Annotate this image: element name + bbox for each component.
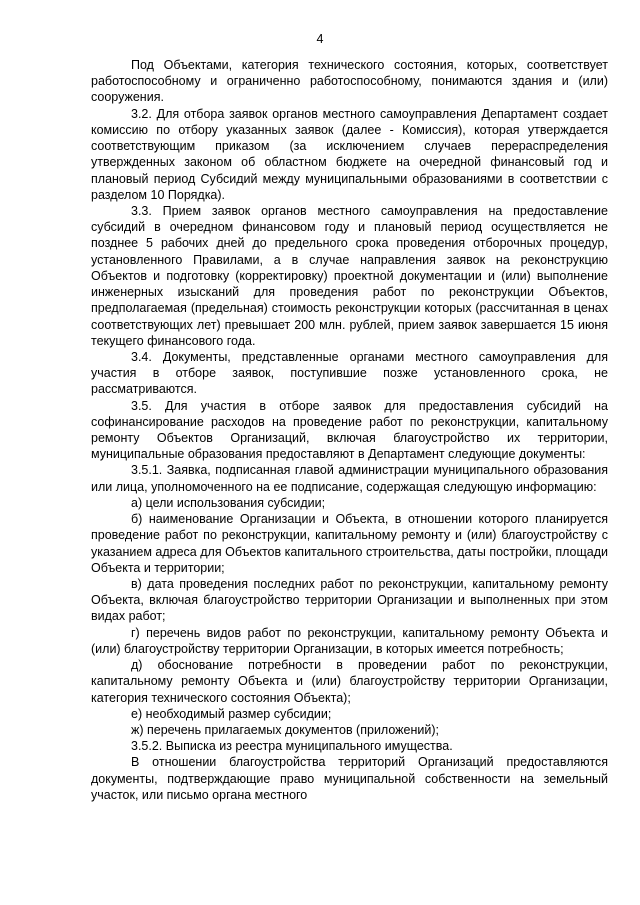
list-item-e: е) необходимый размер субсидии;	[131, 706, 332, 721]
document-body	[91, 57, 608, 803]
page-number: 4	[316, 32, 324, 46]
list-item-zh: ж) перечень прилагаемых документов (приложений);	[131, 722, 439, 737]
paragraph-3-4: 3.4. Документы, представленные органами местного самоуправления для участия в отборе заявок, поступившие позже установленного срока, не рассматриваются.	[91, 349, 608, 397]
paragraph-objects-definition: Под Объектами, категория технического состояния, которых, соответствует работоспособному и ограниченно работоспособному, понимаются здания и (или) сооружения.	[91, 58, 608, 105]
paragraph-3-5: 3.5. Для участия в отборе заявок для предоставления субсидий на софинансирование расходов на проведение работ по реконструкции, капитальному ремонту Объектов Организаций, включая благоустройство их территории, муниципальные образования предоставляют в Департамент следующие документы:	[91, 398, 608, 462]
paragraph-3-3: 3.3. Прием заявок органов местного самоуправления на предоставление субсидий в очередном финансовом году и плановый период осуществляется не позднее 5 рабочих дней до предельного срока проведения отборочных процедур, установленного Правилами, а в случае направления заявок на реконструкцию Объектов и подготовку (корректировку) проектной документации и (или) выполнение инженерных изысканий для проведения работ по реконструкции Объектов, предполагаемая (предельная) стоимость реконструкции которых (рассчитанная в ценах соответствующих лет) превышает 200 млн. рублей, прием заявок завершается 15 июня текущего финансового года.	[91, 203, 608, 348]
paragraph-3-5-1: 3.5.1. Заявка, подписанная главой администрации муниципального образования или лица, уполномоченного на ее подписание, содержащая следующую информацию:	[91, 463, 608, 494]
list-item-a: а) цели использования субсидии;	[131, 495, 326, 510]
list-item-v: в) дата проведения последних работ по реконструкции, капитальному ремонту Объекта, включая благоустройство территории Организации и выполненных при этом видах работ;	[91, 577, 608, 624]
paragraph-3-2: 3.2. Для отбора заявок органов местного самоуправления Департамент создает комиссию по отбору указанных заявок (далее - Комиссия), которая утверждается соответствующим приказом (за исключением случаев перераспределения утвержденных законом об областном бюджете на очередной финансовый год и плановый период Субсидий между муниципальными образованиями в соответствии с разделом 10 Порядка).	[91, 106, 608, 202]
paragraph-3-5-2: 3.5.2. Выписка из реестра муниципального имущества.	[131, 739, 453, 754]
paragraph-territory-improvement: В отношении благоустройства территорий Организаций предоставляются документы, подтверждающие право муниципальной собственности на земельный участок, или письмо органа местного	[91, 755, 608, 802]
list-item-g: г) перечень видов работ по реконструкции, капитальному ремонту Объекта и (или) благоустройству территории Организации, в которых имеется потребность;	[91, 625, 608, 656]
list-item-b: б) наименование Организации и Объекта, в отношении которого планируется проведение работ по реконструкции, капитальному ремонту и (или) благоустройству с указанием адреса для Объектов капитального строительства, даты постройки, площади Объекта и территории;	[91, 512, 608, 575]
list-item-d: д) обоснование потребности в проведении работ по реконструкции, капитальному ремонту Объекта и (или) благоустройству территории Организации, категория технического состояния Объекта);	[91, 658, 608, 705]
